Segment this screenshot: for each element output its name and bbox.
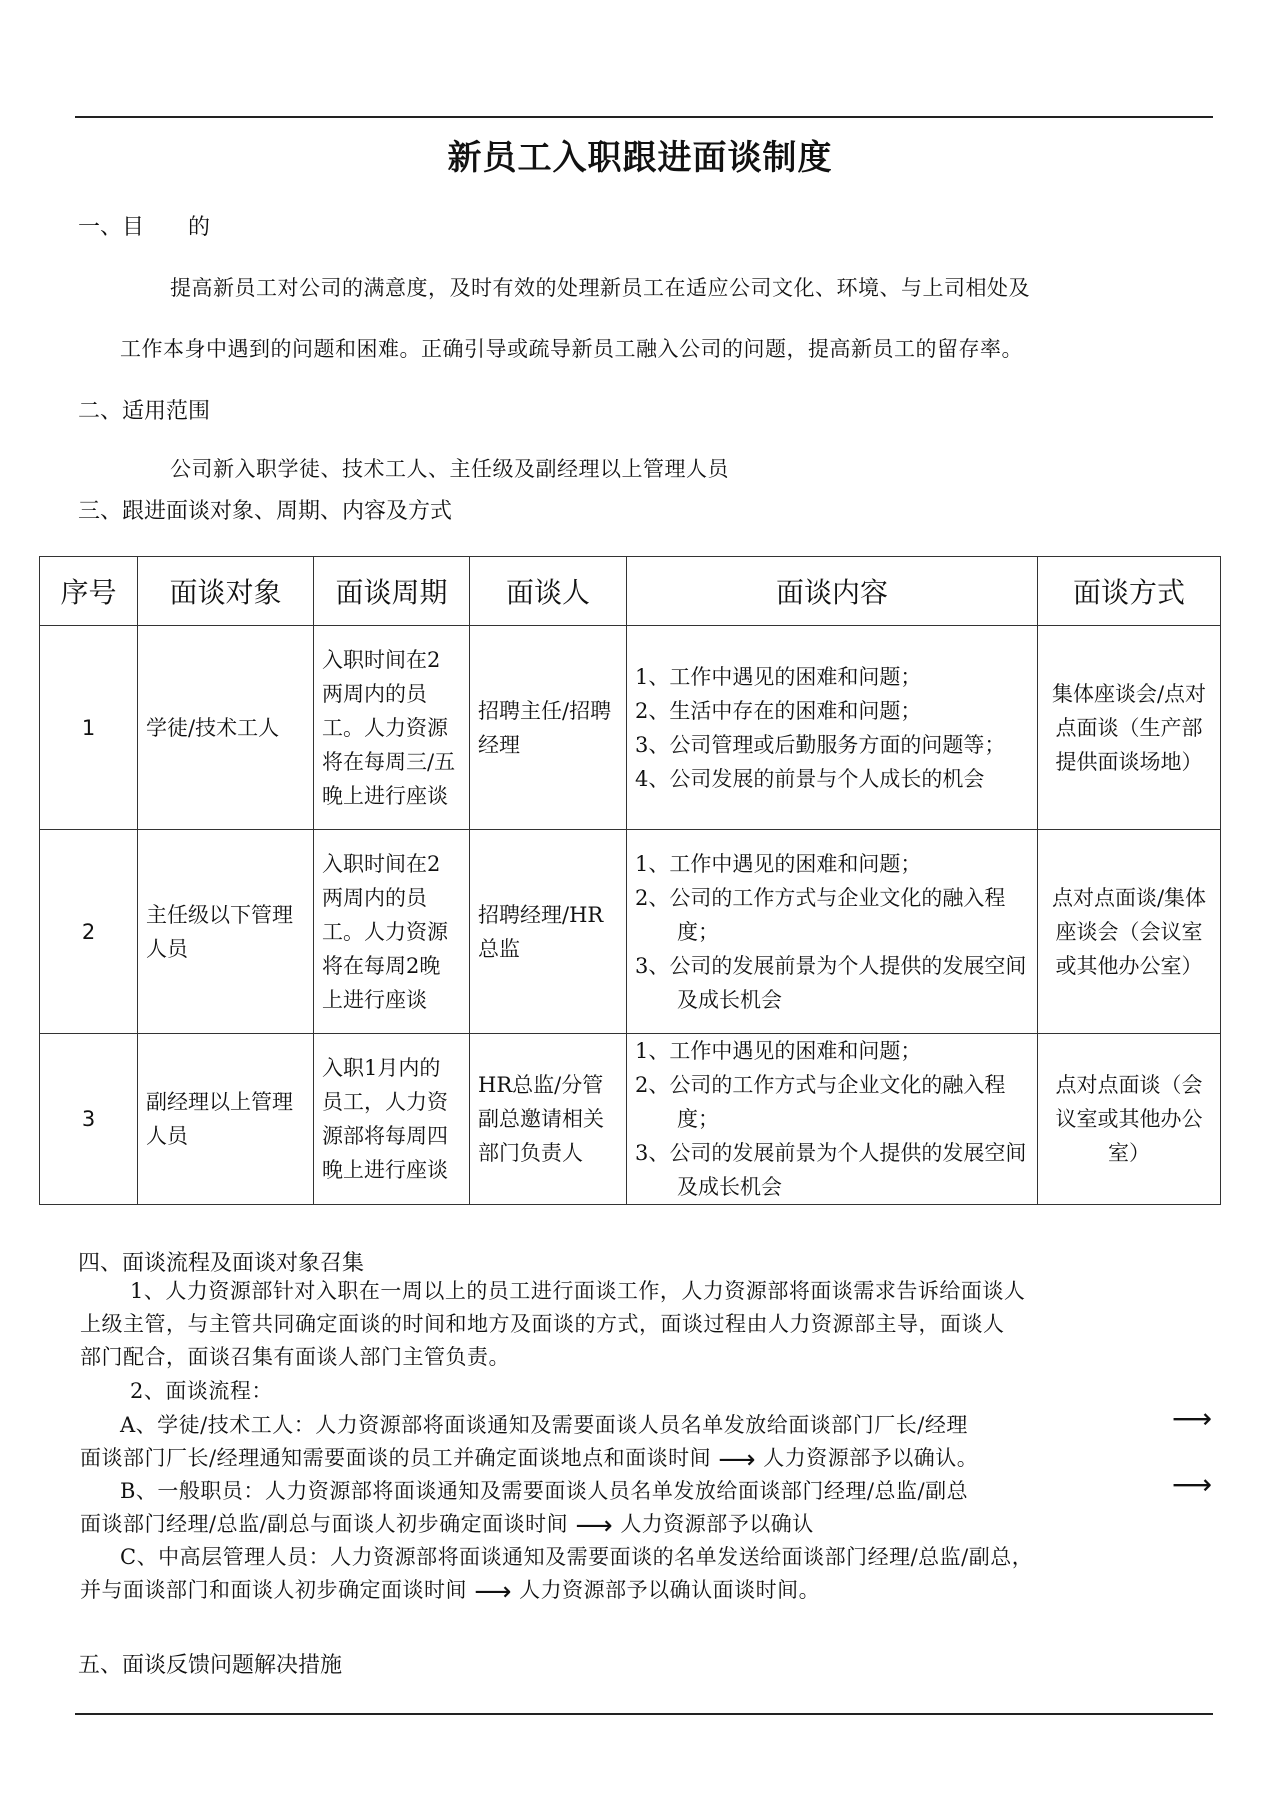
header-cell: 序号 [40, 557, 138, 626]
flow-a-line-1: A、学徒/技术工人：人力资源部将面谈通知及需要面谈人员名单发放给面谈部门厂长/经理 [120, 1413, 968, 1437]
interview-table [39, 556, 1221, 1205]
flow-b-line-1: B、一般职员：人力资源部将面谈通知及需要面谈人员名单发放给面谈部门经理/总监/副总 [120, 1479, 969, 1503]
flow-a-line-2-text: 面谈部门厂长/经理通知需要面谈的员工并确定面谈地点和面谈时间 [80, 1446, 712, 1470]
arrow-right-icon: ⟶ [1172, 1468, 1213, 1501]
row-interviewer: HR总监/分管副总邀请相关部门负责人 [470, 1034, 627, 1205]
bottom-rule [75, 1713, 1213, 1715]
content-item: 3、公司的发展前景为个人提供的发展空间及成长机会 [635, 953, 1027, 1012]
row-period: 入职1月内的员工，人力资源部将每周四晚上进行座谈 [314, 1034, 470, 1205]
row-period: 入职时间在2两周内的员工。人力资源将在每周2晚上进行座谈 [314, 830, 470, 1034]
section-2-text: 公司新入职学徒、技术工人、主任级及副经理以上管理人员 [170, 457, 729, 481]
flow-a-line-2 [80, 1444, 979, 1475]
row-mode: 点对点面谈（会议室或其他办公室） [1038, 1034, 1221, 1205]
row-object: 学徒/技术工人 [138, 626, 314, 830]
header-cell: 面谈周期 [314, 557, 470, 626]
table-row [40, 830, 1221, 1034]
header-cell: 面谈内容 [627, 557, 1038, 626]
arrow-right-icon: ⟶ [1172, 1402, 1213, 1435]
section-1-heading: 一、目 的 [78, 215, 211, 240]
content-item: 1、工作中遇见的困难和问题； [635, 1039, 922, 1063]
header-cell: 面谈方式 [1038, 557, 1221, 626]
section-2-heading: 二、适用范围 [78, 399, 211, 424]
flow-c-line-2-end: 人力资源部予以确认面谈时间。 [519, 1578, 821, 1602]
content-item: 2、生活中存在的困难和问题； [635, 698, 922, 723]
row-content [627, 626, 1038, 830]
content-item: 1、工作中遇见的困难和问题； [635, 851, 922, 876]
section-5-heading: 五、面谈反馈问题解决措施 [78, 1653, 343, 1678]
row-interviewer: 招聘经理/HR总监 [470, 830, 627, 1034]
section-4-heading: 四、面谈流程及面谈对象召集 [78, 1251, 365, 1276]
content-item: 4、公司发展的前景与个人成长的机会 [635, 766, 985, 791]
section-4-para-2: 2、面谈流程： [130, 1379, 273, 1403]
flow-c-line-2-text: 并与面谈部门和面谈人初步确定面谈时间 [80, 1578, 467, 1602]
section-4-para-1-line-2: 上级主管，与主管共同确定面谈的时间和地方及面谈的方式，面谈过程由人力资源部主导，面谈人 [80, 1312, 1005, 1336]
row-object: 副经理以上管理人员 [138, 1034, 314, 1205]
content-item: 3、公司管理或后勤服务方面的问题等； [635, 732, 1006, 757]
row-content [627, 830, 1038, 1034]
table-row [40, 1034, 1221, 1205]
row-period: 入职时间在2两周内的员工。人力资源将在每周三/五晚上进行座谈 [314, 626, 470, 830]
table-header-row [40, 557, 1221, 626]
section-3-heading: 三、跟进面谈对象、周期、内容及方式 [78, 499, 453, 524]
table-row [40, 626, 1221, 830]
flow-a-line-2-end: 人力资源部予以确认。 [763, 1446, 979, 1470]
content-item: 1、工作中遇见的困难和问题； [635, 664, 922, 689]
flow-b-line-2-text: 面谈部门经理/总监/副总与面谈人初步确定面谈时间 [80, 1512, 569, 1536]
content-item: 3、公司的发展前景为个人提供的发展空间及成长机会 [635, 1141, 1027, 1199]
flow-c-line-2 [80, 1576, 821, 1607]
page-title: 新员工入职跟进面谈制度 [447, 138, 833, 178]
row-interviewer: 招聘主任/招聘经理 [470, 626, 627, 830]
row-number: 2 [40, 830, 138, 1034]
arrow-right-icon: ⟶ [474, 1576, 512, 1607]
section-4-para-1-line-3: 部门配合，面谈召集有面谈人部门主管负责。 [80, 1345, 510, 1369]
row-number: 1 [40, 626, 138, 830]
row-mode: 点对点面谈/集体座谈会（会议室或其他办公室） [1038, 830, 1221, 1034]
header-cell: 面谈人 [470, 557, 627, 626]
content-item: 2、公司的工作方式与企业文化的融入程度； [635, 1073, 1006, 1131]
row-object: 主任级以下管理人员 [138, 830, 314, 1034]
section-1-line-2: 工作本身中遇到的问题和困难。正确引导或疏导新员工融入公司的问题，提高新员工的留存率。 [120, 337, 1023, 361]
flow-c-line-1: C、中高层管理人员：人力资源部将面谈通知及需要面谈的名单发送给面谈部门经理/总监/副总， [120, 1545, 1034, 1569]
flow-b-line-2 [80, 1510, 814, 1541]
flow-b-line-2-end: 人力资源部予以确认 [620, 1512, 814, 1536]
content-item: 2、公司的工作方式与企业文化的融入程度； [635, 885, 1006, 944]
row-content [627, 1034, 1038, 1205]
section-4-para-1-line-1: 1、人力资源部针对入职在一周以上的员工进行面谈工作，人力资源部将面谈需求告诉给面谈人 [130, 1279, 1026, 1303]
section-1-line-1: 提高新员工对公司的满意度，及时有效的处理新员工在适应公司文化、环境、与上司相处及 [170, 276, 1030, 300]
header-cell: 面谈对象 [138, 557, 314, 626]
arrow-right-icon: ⟶ [575, 1510, 614, 1541]
row-number: 3 [40, 1034, 138, 1205]
arrow-right-icon: ⟶ [718, 1444, 757, 1475]
row-mode: 集体座谈会/点对点面谈（生产部提供面谈场地） [1038, 626, 1221, 830]
top-rule [75, 116, 1213, 118]
